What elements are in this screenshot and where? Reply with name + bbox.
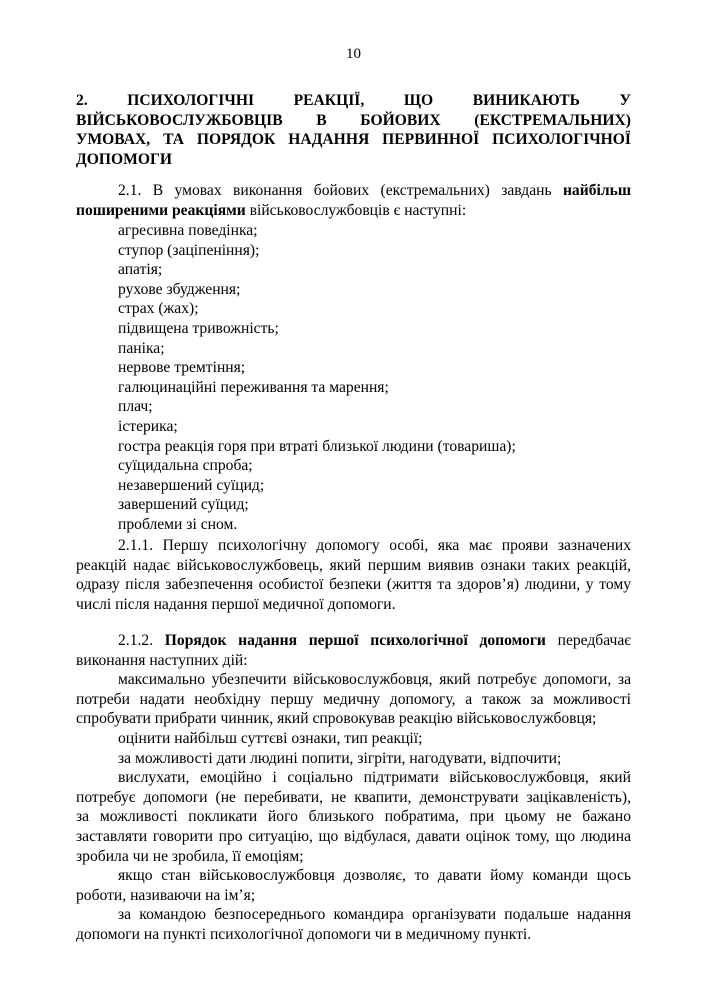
paragraph-2-1-2 — [76, 631, 631, 945]
text-run: 2.1. В умовах виконання бойових (екстремальних) завдань — [118, 182, 563, 199]
text-line — [76, 201, 631, 221]
text-line: якщо стан військовослужбовця дозволяє, то давати йому команди щось — [118, 867, 631, 885]
list-item: проблеми зі сном. — [118, 515, 238, 533]
text-line — [76, 631, 631, 651]
heading-line: 2. ПСИХОЛОГІЧНІ РЕАКЦІЇ, ЩО ВИНИКАЮТЬ У — [76, 92, 631, 109]
text-run: військовослужбовців є наступні: — [245, 201, 467, 219]
list-item: суїцидальна спроба; — [118, 457, 253, 475]
text-line: оцінити найбільш суттєві ознаки, тип реакції; — [118, 729, 423, 747]
text-run: 2.1.2. — [118, 632, 165, 649]
text-line: за можливості покликати його близького побратима, при цьому не бажано — [76, 808, 631, 826]
section-heading — [76, 91, 631, 169]
bold-term: поширеними реакціями — [76, 201, 246, 219]
list-item: плач; — [118, 398, 153, 416]
text-line: числі після надання першої медичної допомоги. — [76, 595, 396, 613]
text-line: одразу після забезпечення особистої безпеки (життя та здоров’я) людини, у тому — [76, 576, 631, 594]
paragraph-2-1-1 — [76, 536, 631, 614]
list-item: підвищена тривожність; — [118, 319, 279, 337]
text-line: за командою безпосереднього командира організувати подальше надання — [118, 906, 631, 924]
text-line: вислухати, емоційно і соціально підтримати військовослужбовця, який — [118, 769, 631, 787]
text-line: потребує допомоги (не перебивати, не квапити, демонструвати зацікавленість), — [76, 788, 631, 806]
heading-line: ВІЙСЬКОВОСЛУЖБОВЦІВ В БОЙОВИХ (ЕКСТРЕМАЛЬНИХ) — [76, 111, 631, 129]
text-line: 2.1.1. Першу психологічну допомогу особі, яка має прояви зазначених — [118, 537, 631, 554]
list-item: страх (жах); — [118, 300, 199, 318]
text-line: заставляти говорити про ситуацію, що відбулася, давати оцінок тому, що людина — [76, 827, 631, 845]
text-line: реакцій надає військовослужбовець, який першим виявив ознаки таких реакцій, — [76, 556, 631, 574]
text-line: за можливості дати людині попити, зігріти, нагодувати, відпочити; — [118, 749, 562, 767]
page-number: 10 — [346, 46, 361, 62]
heading-line: ДОПОМОГИ — [76, 150, 173, 168]
list-item: незавершений суїцид; — [118, 476, 265, 494]
heading-line: УМОВАХ, ТА ПОРЯДОК НАДАННЯ ПЕРВИННОЇ ПСИХОЛОГІЧНОЇ — [76, 131, 631, 149]
list-item: нервове тремтіння; — [118, 359, 246, 377]
bold-term: Порядок надання першої психологічної допомоги — [164, 632, 546, 649]
paragraph-2-1 — [76, 181, 631, 220]
text-line: зробила чи не зробила, її емоціям; — [76, 847, 304, 865]
list-item: істерика; — [118, 417, 178, 435]
text-line: максимально убезпечити військовослужбовця, який потребує допомоги, за — [118, 671, 631, 689]
text-line: спробувати прибрати чинник, який спровокував реакцію військовослужбовця; — [76, 710, 597, 728]
list-item: рухове збудження; — [118, 280, 241, 298]
list-item: завершений суїцид; — [118, 496, 249, 514]
list-item: галюцинаційні переживання та марення; — [118, 378, 389, 396]
text-line: допомоги на пункті психологічної допомоги чи в медичному пункті. — [76, 925, 532, 943]
text-line: потреби надати необхідну першу медичну допомогу, а також за можливості — [76, 690, 631, 708]
list-item: гостра реакція горя при втраті близької людини (товариша); — [118, 437, 516, 455]
text-line: роботи, називаючи на ім’я; — [76, 886, 256, 904]
text-line: виконання наступних дій: — [76, 651, 248, 669]
list-item: апатія; — [118, 261, 163, 279]
text-line — [76, 181, 631, 201]
list-item: паніка; — [118, 339, 165, 357]
reactions-list — [118, 221, 631, 535]
list-item: агресивна поведінка; — [118, 222, 258, 239]
text-run: передбачає — [545, 632, 631, 649]
list-item: ступор (заціпеніння); — [118, 241, 260, 259]
bold-term: найбільш — [562, 182, 631, 199]
